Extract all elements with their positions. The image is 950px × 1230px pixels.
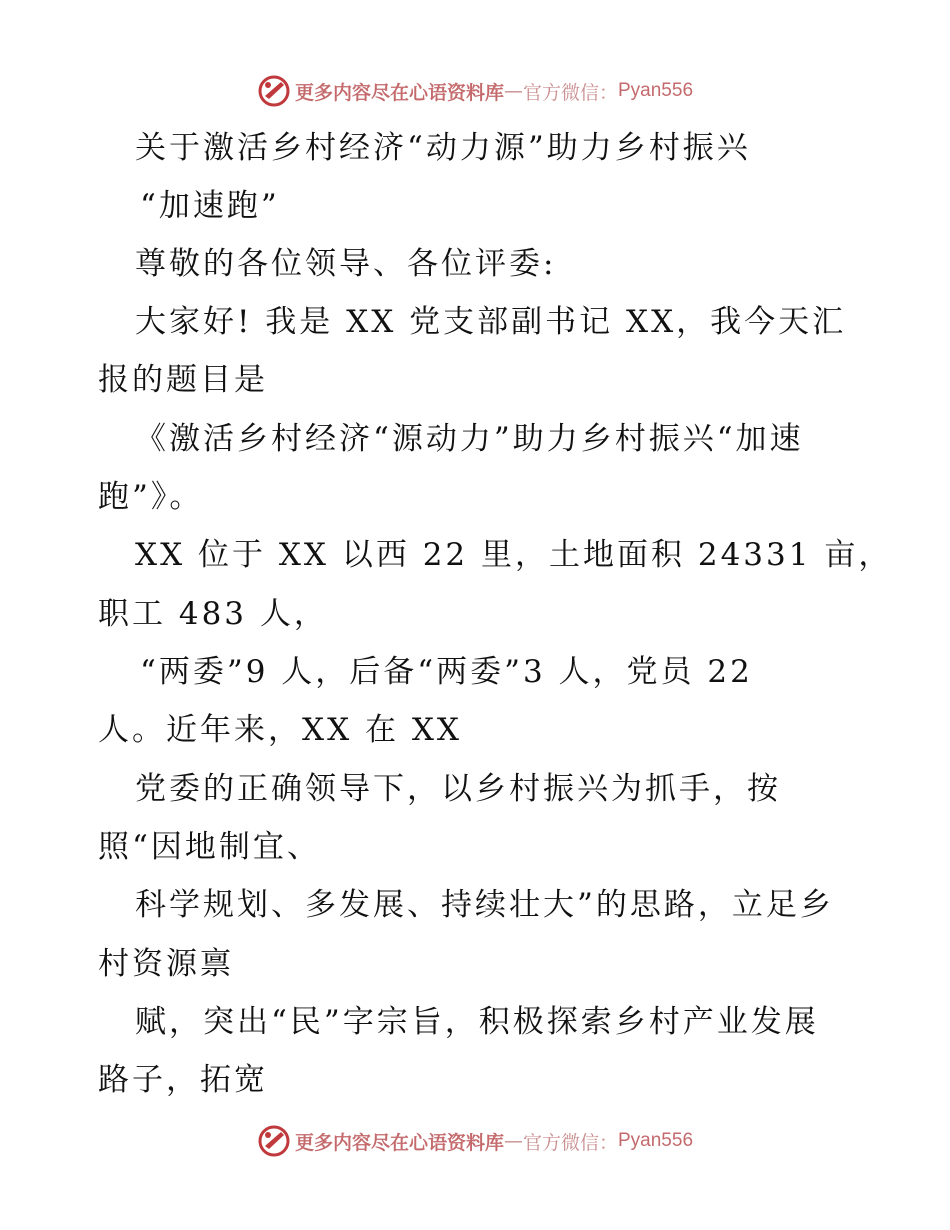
text-line: 职工 483 人，: [98, 596, 328, 632]
text-line: “两委”9 人，后备“两委”3 人，党员 22: [140, 654, 753, 690]
document-title-line: “加速跑”: [140, 188, 280, 224]
text-line: 路子，拓宽: [98, 1062, 268, 1098]
watermark-main-text: 更多内容尽在心语资料库: [294, 81, 504, 104]
watermark-wechat-id: Pyan556: [618, 1130, 694, 1151]
watermark-wechat-label: 官方微信：: [522, 1131, 618, 1154]
brand-logo-icon: [257, 1124, 291, 1158]
text-line: 报的题目是: [98, 362, 268, 398]
watermark-wechat-label: 官方微信：: [522, 81, 618, 104]
text-line: 赋，突出“民”字宗旨，积极探索乡村产业发展: [135, 1004, 819, 1040]
text-line: 科学规划、多发展、持续壮大”的思路，立足乡: [135, 887, 834, 923]
text-line: 村资源禀: [98, 946, 234, 982]
watermark-wechat-id: Pyan556: [618, 80, 694, 101]
watermark-separator: —: [503, 80, 523, 102]
text-line: 照“因地制宜、: [98, 829, 321, 865]
text-line: XX 位于 XX 以西 22 里，土地面积 24331 亩，: [135, 537, 893, 573]
watermark-footer: [0, 1124, 950, 1158]
watermark-main-text: 更多内容尽在心语资料库: [294, 1131, 504, 1154]
text-line: 跑”》。: [98, 479, 204, 515]
brand-logo-icon: [257, 74, 291, 108]
text-line: 人。近年来，XX 在 XX: [98, 712, 462, 748]
text-line: 《激活乡村经济“源动力”助力乡村振兴“加速: [135, 421, 804, 457]
watermark-header: [0, 74, 950, 108]
text-line: 党委的正确领导下，以乡村振兴为抓手，按: [135, 771, 781, 807]
text-line: 大家好! 我是 XX 党支部副书记 XX，我今天汇: [135, 304, 847, 340]
watermark-separator: —: [503, 1130, 523, 1152]
document-title-line: 关于激活乡村经济“动力源”助力乡村振兴: [135, 130, 751, 166]
text-line: 尊敬的各位领导、各位评委:: [135, 246, 557, 282]
